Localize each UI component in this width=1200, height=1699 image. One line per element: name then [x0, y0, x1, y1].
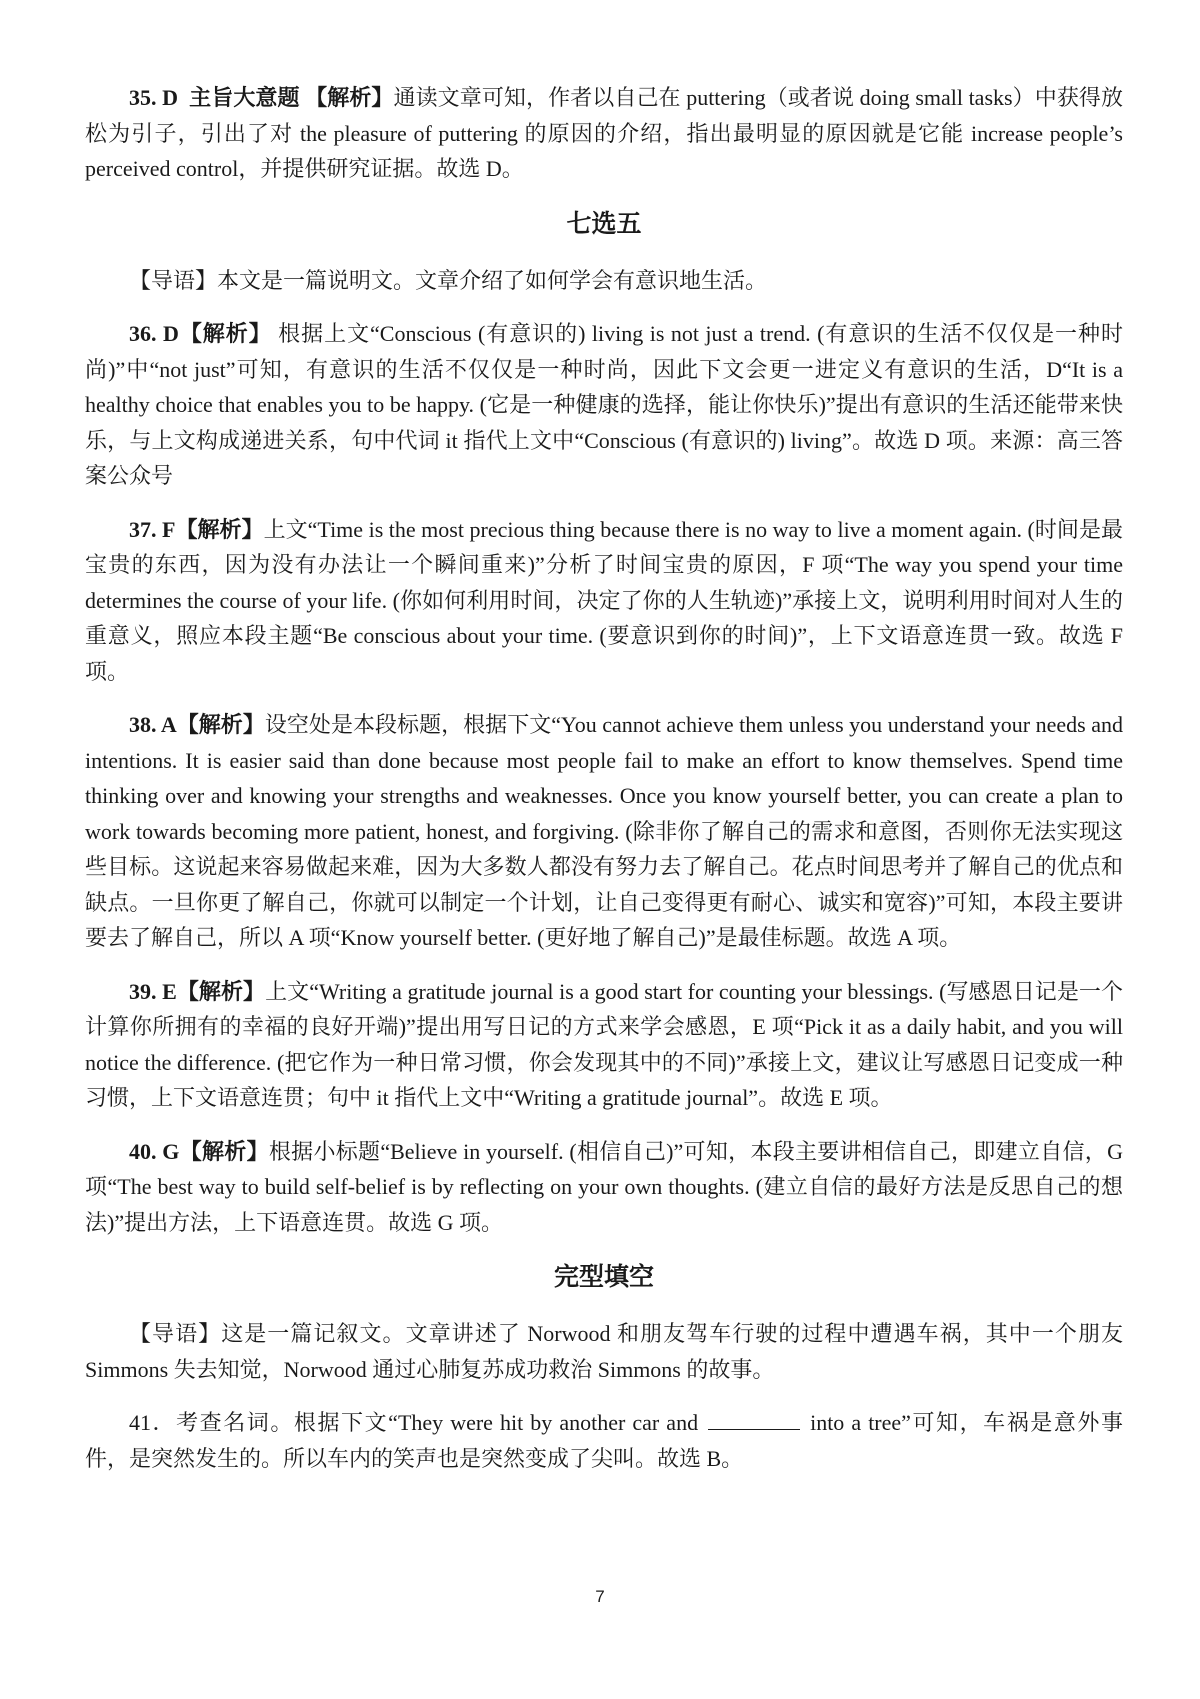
answer-41-blank	[708, 1411, 800, 1430]
answer-39	[85, 974, 1123, 1116]
answer-41-text-before: 考查名词。根据下文“They were hit by another car and	[176, 1410, 699, 1435]
answer-36	[85, 316, 1123, 494]
answer-38-number: 38. A	[129, 712, 177, 737]
answer-35-number: 35. D	[129, 85, 178, 110]
answer-40-text: 根据小标题“Believe in yourself. (相信自己)”可知，本段主要讲相信自己，即建立自信，G 项“The best way to build self-belief is by reflecting on your own thoughts. (建立自信的最好方法是反思自己的想法)”提出方法，上下语意连贯。故选 G 项。	[85, 1138, 1123, 1235]
answer-37-text: 上文“Time is the most precious thing because there is no way to live a moment again. (时间是最宝贵的东西，因为没有办法让一个瞬间重来)”分析了时间宝贵的原因，F 项“The way you spend your time determines the course of your life. (你如何利用时间，决定了你的人生轨迹)”承接上文，说明利用时间对人生的重意义，照应本段主题“Be conscious about your time. (要意识到你的时间)”，上下文语意连贯一致。故选 F 项。	[85, 516, 1123, 684]
document-page	[85, 80, 1123, 1494]
intro-cloze: 【导语】这是一篇记叙文。文章讲述了 Norwood 和朋友驾车行驶的过程中遭遇车祸，其中一个朋友 Simmons 失去知觉，Norwood 通过心肺复苏成功救治 Simmons 的故事。	[85, 1321, 1123, 1382]
page-number: 7	[595, 1587, 605, 1606]
answer-37-tag: 【解析】	[175, 516, 264, 542]
section-title-seven-choose-five: 七选五	[566, 210, 642, 238]
answer-39-text: 上文“Writing a gratitude journal is a good start for counting your blessings. (写感恩日记是一个计算你所拥有的幸福的良好开端)”提出用写日记的方式来学会感恩，E 项“Pick it as a daily habit, and you will notice the difference. (把它作为一种日常习惯，你会发现其中的不同)”承接上文，建议让写感恩日记变成一种习惯，上下文语意连贯；句中 it 指代上文中“Writing a gratitude journal”。故选 E 项。	[85, 978, 1123, 1110]
intro-seven-choose-five: 【导语】本文是一篇说明文。文章介绍了如何学会有意识地生活。	[129, 267, 768, 293]
answer-38	[85, 707, 1123, 956]
answer-37-number: 37. F	[129, 516, 176, 542]
answer-41-text-after: into a tree”可知，车祸是意外事件，是突然发生的。所以车内的笑声也是突然变成了尖叫。故选 B。	[85, 1410, 1123, 1471]
answer-39-number: 39. E	[129, 978, 177, 1004]
answer-36-text: 根据上文“Conscious (有意识的) living is not just a trend. (有意识的生活不仅仅是一种时尚)”中“not just”可知，有意识的生活不仅仅是一种时尚，因此下文会更一进定义有意识的生活，D“It is a healthy choice that enables you to be happy. (它是一种健康的选择，能让你快乐)”提出有意识的生活还能带来快乐，与上文构成递进关系，句中代词 it 指代上文中“Conscious (有意识的) living”。故选 D 项。来源：高三答案公众号	[85, 321, 1123, 488]
answer-38-text: 设空处是本段标题，根据下文“You cannot achieve them unless you understand your needs and intentions. It is easier said than done because most people fail to make an effort to know themselves. Spend time thinking over and knowing your strengths and weaknesses. Once you know yourself better, you can create a plan to work towards becoming more patient, honest, and forgiving. (除非你了解自己的需求和意图，否则你无法实现这些目标。这说起来容易做起来难，因为大多数人都没有努力去了解自己。花点时间思考并了解自己的优点和缺点。一旦你更了解自己，你就可以制定一个计划，让自己变得更有耐心、诚实和宽容)”可知，本段主要讲要去了解自己，所以 A 项“Know yourself better. (更好地了解自己)”是最佳标题。故选 A 项。	[85, 712, 1123, 950]
answer-37	[85, 512, 1123, 690]
answer-39-tag: 【解析】	[176, 978, 266, 1004]
answer-40-number: 40. G	[129, 1138, 180, 1164]
answer-35-text: 通读文章可知，作者以自己在 puttering（或者说 doing small tasks）中获得放松为引子，引出了对 the pleasure of puttering 的原因的介绍，指出最明显的原因就是它能 increase people’s perceived control，并提供研究证据。故选 D。	[85, 85, 1123, 181]
section-title-cloze: 完型填空	[553, 1264, 654, 1291]
answer-36-number: 36. D	[129, 321, 179, 346]
answer-40	[85, 1134, 1123, 1241]
answer-35	[85, 80, 1123, 187]
answer-41	[85, 1405, 1123, 1476]
answer-35-tag: 【解析】	[305, 85, 394, 110]
answer-38-tag: 【解析】	[176, 712, 265, 737]
answer-40-tag: 【解析】	[179, 1138, 269, 1164]
answer-41-number: 41．	[129, 1410, 177, 1435]
answer-36-tag: 【解析】	[178, 321, 272, 346]
answer-35-type: 主旨大意题	[189, 85, 300, 110]
